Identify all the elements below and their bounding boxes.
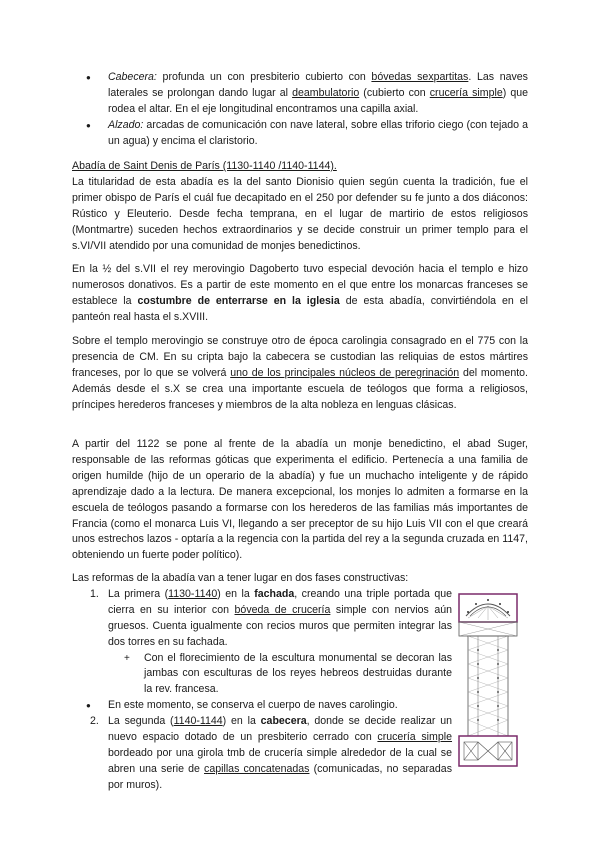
text: La primera ( — [108, 587, 169, 600]
paragraph-2 — [72, 262, 528, 326]
bold-fachada: fachada — [254, 587, 295, 600]
section-abadia — [72, 159, 528, 254]
bullet-naves-carolingio: ● En este momento, se conserva el cuerpo de naves carolingio. — [72, 698, 452, 714]
link-peregrinacion: uno de los principales núcleos de peregrinación — [230, 366, 460, 379]
list-number: 1. — [90, 587, 99, 600]
link-capillas-concatenadas: capillas concatenadas — [204, 762, 310, 775]
paragraph-5: Las reformas de la abadía van a tener lugar en dos fases constructivas: — [72, 572, 409, 584]
section-title: Abadía de Saint Denis de París (1130-1140 /1140-1144). — [72, 160, 337, 172]
bullet-cabecera — [72, 70, 528, 118]
text: . Las naves laterales se prolongan dando lugar al — [108, 71, 528, 99]
paragraph-4: A partir del 1122 se pone al frente de la abadía un monje benedictino, el abad Suger, responsable de las reformas góticas que experimenta el edificio. Pertenecía a una familia de origen humilde (hijo de un operario de la abadía) y fue un muchacho inteligente y de rápido aprendizaje dado a la lectura. De manera excepcional, los monjes lo admiten a formarse en la escuela de teólogos pasando a formarse con los herederos de las familias más importantes de Francia (como el monarca Luis VI, llegando a ser preceptor de su hijo Luis VII con el que creará unos estrechos lazos - optaría a la regencia con la partida del rey a la segunda cruzada en 1147, obteniendo un fuerte poder político). — [72, 438, 528, 562]
paragraph-3 — [72, 334, 528, 414]
text: profunda un con presbiterio cubierto con — [156, 71, 372, 83]
text: , donde se decide realizar un nuevo espacio dotado de un presbiterio cerrado con — [108, 715, 452, 744]
link-deambulatorio: deambulatorio — [292, 86, 360, 99]
text: La segunda ( — [108, 715, 174, 728]
sub-item-escultura: + Con el florecimiento de la escultura monumental se decoran las jambas con esculturas de los reyes hebreos destruidas durante la rev. francesa. — [72, 651, 452, 699]
text: , creando una triple portada que cierra en su interior con — [108, 587, 453, 616]
link-cruceria-simple: crucería simple — [429, 86, 503, 99]
bullet-alzado — [72, 118, 528, 150]
list-number: 2. — [90, 715, 99, 728]
text: del momento. Además desde el s.X se crea una importante escuela de teólogos que forma a religiosos, príncipes herederos franceses y miembros de la alta nobleza en lenguas clásicas. — [72, 366, 528, 411]
link-boveda-cruceria: bóveda de crucería — [234, 603, 331, 616]
list-item-2 — [72, 714, 452, 794]
text: ) en la — [222, 715, 261, 728]
text: Sobre el templo merovingio se construye otro de época carolingia consagrado en el 775 con la presencia de CM. En su cripta bajo la cabecera se custodian las reliquias de estos mártires franceses, por lo que se volverá — [72, 335, 528, 379]
bold-costumbre: costumbre de enterrarse en la iglesia — [137, 294, 340, 307]
text: de esta abadía, convirtiéndola en el panteón real hasta el s.XVIII. — [72, 294, 528, 323]
text: ) en la — [217, 587, 255, 600]
link-1130-1140: 1130-1140 — [168, 587, 218, 600]
text: (cubierto con — [359, 86, 430, 99]
text: bordeado por una girola tmb de crucería simple alrededor de la cual se abren una serie de — [108, 746, 452, 775]
paragraph-1: La titularidad de esta abadía es la del santo Dionisio quien según cuenta la tradición, fue el primer obispo de París el cuál fue decapitado en el 250 por defender su fe junto a dos diáconos: Rústico y Eleuterio. Desde fecha temprana, en el lugar de martirio de estos religiosos (Montmartre) suceden hechos extraordinarios y se decide construir un primer templo para el s.VI/VII atendido por una comunidad de monjes benedictinos. — [72, 175, 528, 252]
text: En la ½ del s.VII el rey merovingio Dagoberto tuvo especial devoción hacia el templo e hizo numerosos donativos. Es a partir de este momento en el que entre los monarcas franceses se establece la — [72, 263, 528, 307]
text: (comunicadas, no separadas por muros). — [108, 762, 452, 791]
text: simple con nervios aún gruesos. Cuenta igualmente con recios muros que permiten integrar las dos torres en su fachada. — [108, 603, 452, 648]
paragraph-4-block — [72, 437, 528, 564]
link-bovedas-sexpartitas: bóvedas sexpartitas — [371, 71, 469, 83]
text: arcadas de comunicación con nave lateral, sobre ellas triforio ciego (con tejado a un agua) y encima el claristorio. — [108, 118, 528, 147]
paragraph-2-block — [72, 262, 528, 326]
term-alzado: Alzado: — [108, 118, 144, 131]
top-bullet-list — [72, 70, 528, 150]
link-cruceria-simple-2: crucería simple — [377, 731, 453, 744]
link-1140-1144: 1140-1144 — [173, 715, 223, 728]
paragraph-3-block — [72, 334, 528, 414]
text: ) que rodea el altar. En el eje longitudinal encontramos una capilla axial. — [108, 86, 528, 115]
list-item-1 — [72, 587, 452, 651]
floor-plan-image — [458, 592, 518, 768]
bold-cabecera: cabecera — [260, 715, 307, 728]
term-cabecera: Cabecera: — [108, 71, 157, 83]
